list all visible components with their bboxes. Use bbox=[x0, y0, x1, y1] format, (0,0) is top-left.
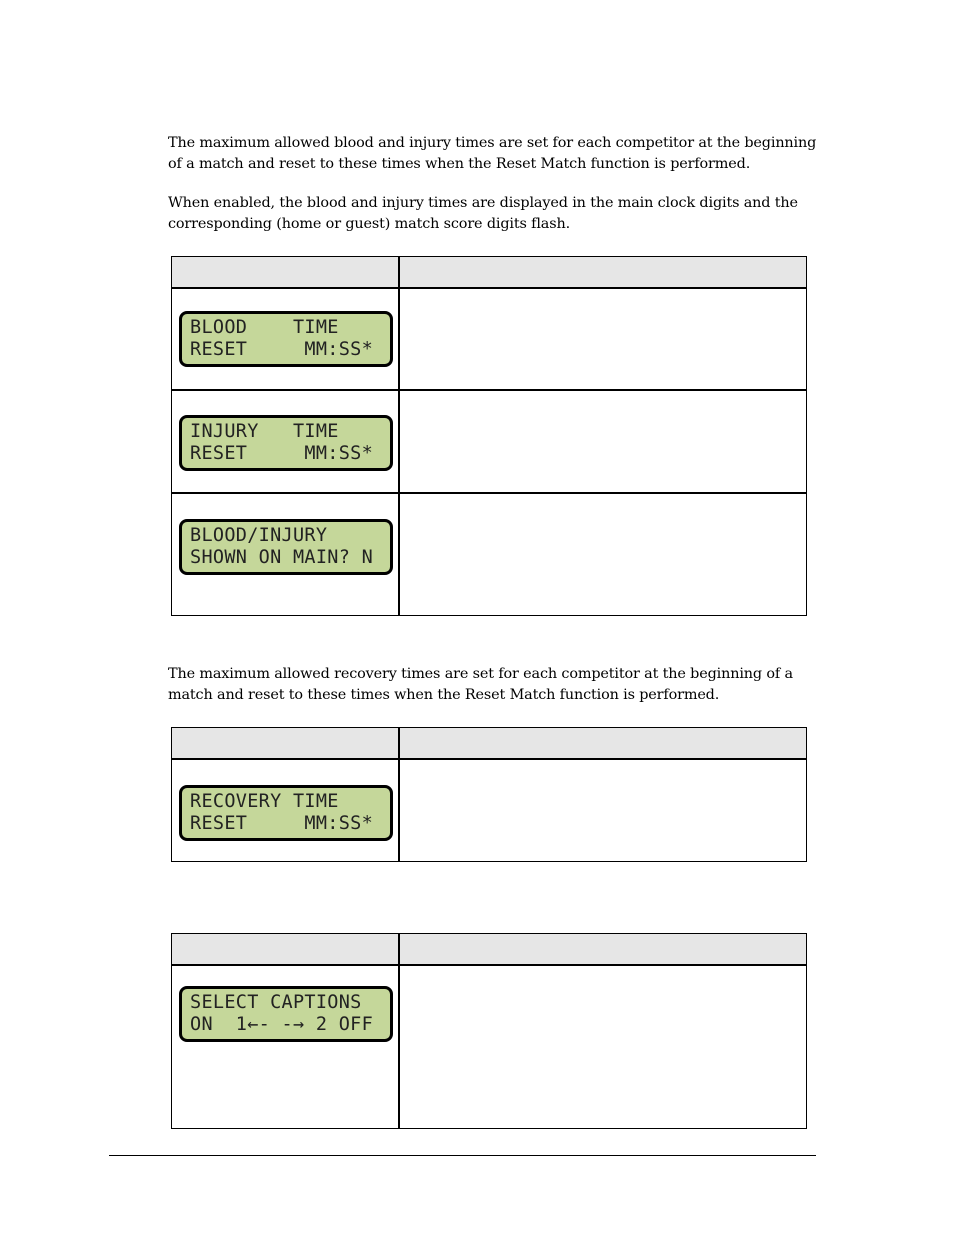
lcd-line-2: RESET MM:SS* bbox=[190, 443, 374, 464]
table-row bbox=[172, 760, 806, 861]
table-row bbox=[172, 966, 806, 1128]
lcd-display-select-captions bbox=[179, 986, 393, 1042]
lcd-line-1: BLOOD/INJURY bbox=[190, 525, 328, 546]
blood-injury-table bbox=[171, 256, 807, 616]
lcd-line-1: RECOVERY TIME bbox=[190, 791, 339, 812]
lcd-line-1: INJURY TIME bbox=[190, 421, 339, 442]
table-header bbox=[172, 257, 806, 289]
blood-injury-display-paragraph: When enabled, the blood and injury times are displayed in the main clock digits and the corresponding (home or guest) match score digits flash. bbox=[168, 195, 798, 232]
lcd-line-2: SHOWN ON MAIN? N bbox=[190, 547, 374, 568]
lcd-line-1: BLOOD TIME bbox=[190, 317, 339, 338]
lcd-display-blood-time bbox=[179, 311, 393, 367]
table-header bbox=[172, 728, 806, 760]
captions-table bbox=[171, 933, 807, 1129]
lcd-display-injury-time bbox=[179, 415, 393, 471]
lcd-line-1: SELECT CAPTIONS bbox=[190, 992, 362, 1013]
lcd-line-2: ON 1←- -→ 2 OFF bbox=[190, 1014, 374, 1035]
footer-rule bbox=[109, 1155, 816, 1156]
lcd-line-2: RESET MM:SS* bbox=[190, 813, 374, 834]
blood-injury-intro-paragraph: The maximum allowed blood and injury times are set for each competitor at the beginning of a match and reset to these times when the Reset Match function is performed. bbox=[168, 135, 817, 172]
recovery-intro-paragraph: The maximum allowed recovery times are set for each competitor at the beginning of a match and reset to these times when the Reset Match function is performed. bbox=[168, 666, 793, 703]
table-row bbox=[172, 494, 806, 615]
lcd-display-recovery-time bbox=[179, 785, 393, 841]
recovery-table bbox=[171, 727, 807, 862]
lcd-display-blood-injury-shown bbox=[179, 519, 393, 575]
lcd-line-2: RESET MM:SS* bbox=[190, 339, 374, 360]
table-row bbox=[172, 289, 806, 391]
table-row bbox=[172, 391, 806, 494]
table-header bbox=[172, 934, 806, 966]
